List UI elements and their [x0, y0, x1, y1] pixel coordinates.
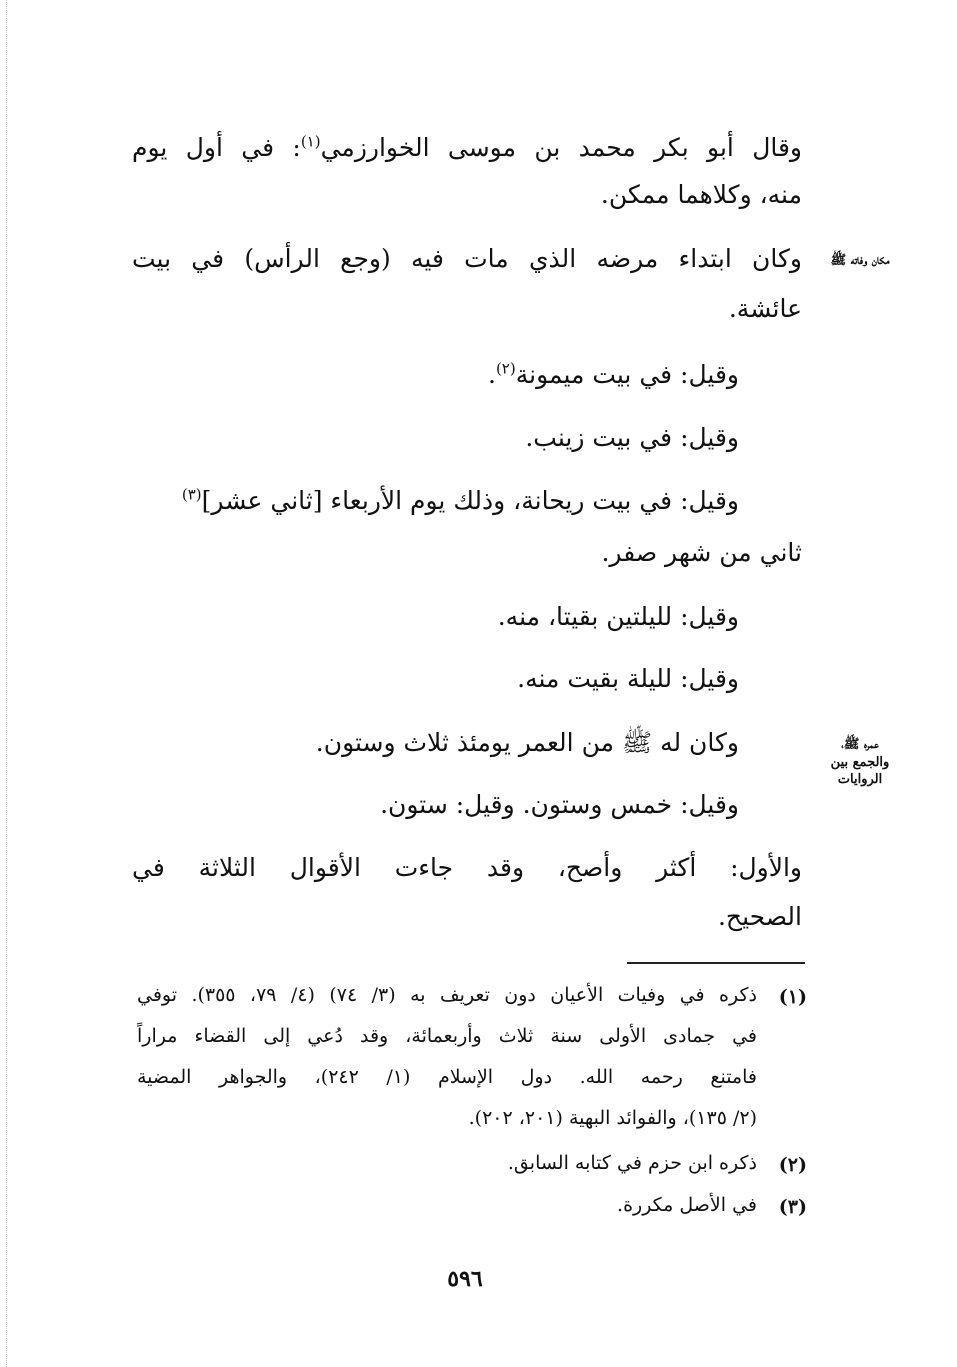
- body-line-12: وقيل: خمس وستون. وقيل: ستون.: [380, 790, 739, 819]
- footnote-ref-3[interactable]: (٣): [181, 485, 202, 504]
- body-line-7: وقيل: في بيت ريحانة، وذلك يوم الأربعاء [ثاني عشر]$^{(٣)}$: [181, 485, 739, 515]
- margin-note-place-of-death: مكان وفاته ﷺ: [830, 253, 890, 268]
- footnote-1-line-2: في جمادى الأولى سنة ثلاث وأربعمائة، وقد دُعي إلى القضاء مراراً: [137, 1025, 757, 1047]
- body-line-2: منه، وكلاهما ممكن.: [600, 180, 802, 209]
- footnote-1-number: (١): [778, 986, 807, 1008]
- body-line-5: وقيل: في بيت ميمونة$^{(٢)}$.: [487, 359, 739, 389]
- page-number: ٥٩٦: [447, 1266, 483, 1292]
- margin-note-age: عمره ﷺ، والجمع بين الروايات: [830, 737, 890, 788]
- body-line-3: وكان ابتداء مرضه الذي مات فيه (وجع الرأس) في بيت: [132, 244, 802, 273]
- footnote-separator: [627, 962, 805, 964]
- footnote-1-line-3: فامتنع رحمه الله. دول الإسلام (١/ ٢٤٢)، والجواهر المضية: [137, 1066, 757, 1088]
- footnote-ref-1[interactable]: (١): [300, 132, 321, 151]
- scan-edge-dots: [6, 0, 7, 1367]
- footnote-2-number: (٢): [778, 1154, 807, 1176]
- body-line-10: وقيل: لليلة بقيت منه.: [517, 664, 739, 693]
- body-line-4: عائشة.: [728, 294, 802, 323]
- footnote-ref-2[interactable]: (٢): [495, 359, 516, 378]
- footnote-3-text: في الأصل مكررة.: [617, 1194, 757, 1216]
- footnote-2-text: ذكره ابن حزم في كتابه السابق.: [507, 1152, 757, 1174]
- body-line-14: الصحيح.: [717, 902, 802, 931]
- body-line-6: وقيل: في بيت زينب.: [525, 423, 739, 452]
- footnote-3-number: (٣): [778, 1196, 807, 1218]
- body-line-13: والأول: أكثر وأصح، وقد جاءت الأقوال الثلاثة في: [132, 853, 802, 882]
- footnote-1-line-1: ذكره في وفيات الأعيان دون تعريف به (٣/ ٧٤) (٤/ ٧٩، ٣٥٥). توفي: [137, 984, 758, 1006]
- body-line-11: وكان له ﷺ من العمر يومئذ ثلاث وستون.: [315, 728, 739, 757]
- body-line-1: وقال أبو بكر محمد بن موسى الخوارزمي$^{(١)}$: في أول يوم: [132, 132, 803, 162]
- footnote-1-line-4: (٢/ ١٣٥)، والفوائد البهية (٢٠١، ٢٠٢).: [468, 1107, 757, 1129]
- body-line-8: ثاني من شهر صفر.: [601, 538, 802, 567]
- body-line-9: وقيل: لليلتين بقيتا، منه.: [497, 602, 739, 631]
